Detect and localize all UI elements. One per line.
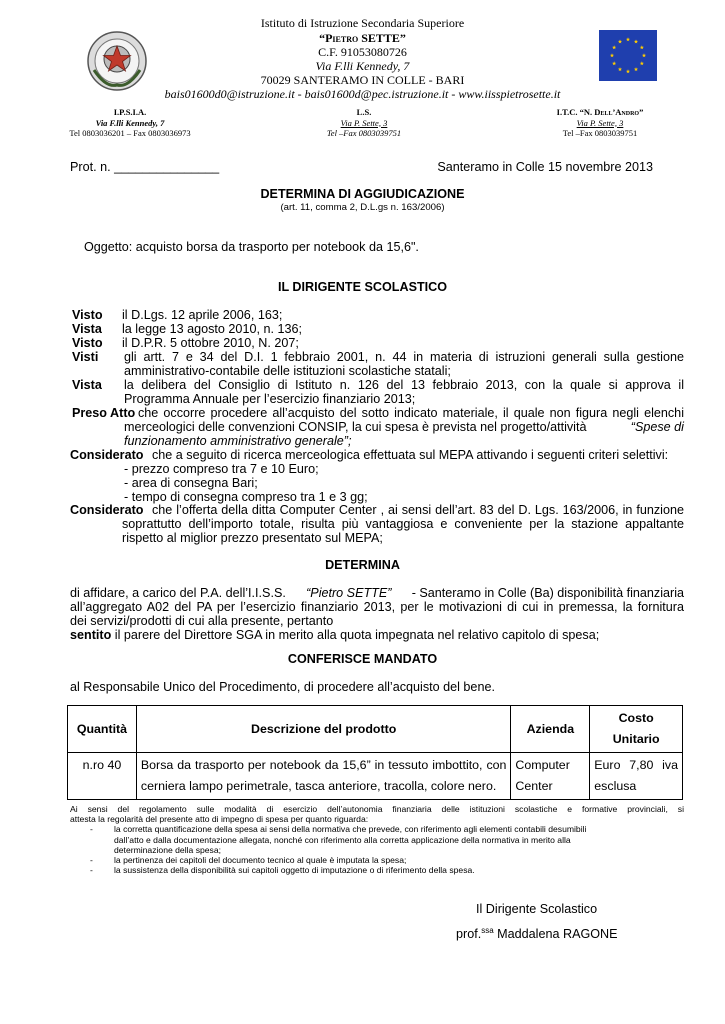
premise-text: il D.P.R. 5 ottobre 2010, N. 207; (122, 336, 299, 350)
description-line-2: cerniera lampo perimetrale, tasca anteriore, tracolla, colore nero. (140, 779, 497, 793)
company-line-1: Computer (515, 758, 570, 772)
premise-keyword: Considerato (70, 503, 144, 517)
criteria-item: - area di consegna Bari; (124, 476, 258, 490)
school-name: L.S. (356, 107, 372, 117)
premise-keyword: Considerato (70, 448, 144, 462)
bullet-text: la pertinenza dei capitoli del documento tecnico al quale è imputata la spesa; (114, 855, 407, 866)
bullet-text: determinazione della spesa; (114, 844, 222, 855)
school-address: Via P. Sette, 3 (340, 117, 388, 128)
bullet-text: dall’atto e dalla documentazione allegata, nonché con riferimento alla corretta applicazione della normativa in merito alla (114, 834, 571, 845)
mandato-text: al Responsabile Unico del Procedimento, di procedere all’acquisto del bene. (70, 680, 495, 694)
premise-text-italic: funzionamento amministrativo generale”; (124, 434, 352, 448)
bullet-text: la sussistenza della disponibilità sui capitoli oggetto di imputazione o di riferimento della spesa. (114, 865, 475, 876)
cell-quantity: n.ro 40 (68, 753, 137, 800)
school-name-italic: “Pietro SETTE” (306, 586, 392, 600)
col-header-company: Azienda (511, 706, 590, 753)
heading-determina: DETERMINA (325, 558, 400, 572)
header-line-1: Istituto di Istruzione Secondaria Superiore (260, 16, 465, 30)
signature-name-line (456, 924, 618, 941)
bullet-dash: - (90, 824, 93, 835)
bullet-text: la corretta quantificazione della spesa ai sensi della normativa che prevede, con riferimento agli elementi contabili desumibili (114, 824, 587, 835)
premise-text: la delibera del Consiglio di Istituto n. 126 del 13 febbraio 2013, con la quale si approva il (124, 378, 684, 392)
footnote-intro-2: attesta la regolarità del presente atto di impegno di spesa per quanto riguarda: (70, 814, 369, 825)
cell-description (136, 753, 511, 800)
table-header-row (68, 706, 683, 753)
cost-line-2: esclusa (594, 779, 637, 793)
premise-visti (70, 350, 684, 378)
premise-text: che occorre procedere all’acquisto del sotto indicato materiale, il quale non figura negli elenchi (138, 406, 684, 420)
school-phone: Tel –Fax 0803039751 (326, 128, 402, 138)
school-name: I.T.C. “N. Dell’Andro” (556, 107, 644, 117)
col-header-description: Descrizione del prodotto (136, 706, 511, 753)
premise-keyword: Vista (72, 378, 102, 392)
header-fiscal-code: C.F. 91053080726 (318, 45, 407, 59)
school-phone: Tel –Fax 0803039751 (562, 128, 638, 138)
determina-line-3: dei servizi/prodotti di cui alla presente, pertanto (70, 614, 334, 628)
premise-text-line (124, 420, 684, 434)
table-row (68, 753, 683, 800)
col-header-cost (590, 706, 683, 753)
determina-line-4 (70, 628, 599, 642)
footnote (70, 804, 684, 875)
determina-line-1 (70, 586, 684, 600)
premise-text: che l’offerta della ditta Computer Center , ai sensi dell’art. 83 del D. Lgs. 163/2006, in funzione (152, 503, 684, 517)
premise-keyword: Visto (72, 336, 103, 350)
premise-considerato-1 (70, 448, 684, 504)
bullet-dash: - (90, 855, 93, 866)
company-line-2: Center (515, 779, 553, 793)
determina-text: di affidare, a carico del P.A. dell’I.I.S.S. (70, 586, 286, 600)
premise-considerato-2 (70, 503, 684, 545)
premise-keyword: Vista (72, 322, 102, 336)
signature-name: Maddalena RAGONE (497, 927, 618, 942)
bullet-dash: - (90, 865, 93, 876)
heading-mandato: CONFERISCE MANDATO (287, 652, 438, 666)
premise-preso-atto (70, 406, 684, 448)
premise-text: amministrativo-contabile delle istituzioni scolastiche statali; (124, 364, 451, 378)
header-contacts: bais01600d0@istruzione.it - bais01600d@pec.istruzione.it - www.iisspietrosette.it (164, 87, 561, 101)
signature-prefix: prof. (456, 927, 482, 942)
premise-text: soprattutto dell’importo totale, risulta più vantaggiosa e conveniente per la stazione appaltante (122, 517, 684, 531)
criteria-item: - tempo di consegna compreso tra 1 e 3 gg; (124, 490, 368, 504)
school-phone: Tel 0803036201 – Fax 0803036973 (69, 128, 191, 138)
cost-header-line-1: Costo (618, 711, 654, 725)
header-address: Via F.lli Kennedy, 7 (315, 59, 410, 73)
cell-company (511, 753, 590, 800)
premise-keyword: Visto (72, 308, 103, 322)
premise-text-italic: “Spese di (630, 420, 684, 434)
determina-text: il parere del Direttore SGA in merito alla quota impegnata nel relativo capitolo di spesa; (114, 628, 600, 642)
premise-keyword: Preso Atto (72, 406, 136, 420)
premise-text: il D.Lgs. 12 aprile 2006, 163; (122, 308, 283, 322)
cost-header-line-2: Unitario (612, 732, 660, 746)
subject-line: Oggetto: acquisto borsa da trasporto per notebook da 15,6". (84, 240, 419, 254)
heading-dirigente: IL DIRIGENTE SCOLASTICO (277, 280, 448, 294)
signature-role: Il Dirigente Scolastico (476, 902, 598, 916)
signature-superscript: ssa (481, 926, 494, 935)
determina-text: - Santeramo in Colle (Ba) disponibilità finanziaria (411, 586, 684, 600)
premise-text: la legge 13 agosto 2010, n. 136; (122, 322, 302, 336)
document-reference: (art. 11, comma 2, D.L.gs n. 163/2006) (280, 202, 445, 213)
premise-text: Programma Annuale per l’esercizio finanziario 2013; (124, 392, 416, 406)
premise-text: rispetto al miglior prezzo presentato sul MEPA; (122, 531, 383, 545)
footnote-intro-1: Ai sensi del regolamento sulle modalità di esercizio dell’autonomia finanziaria delle istituzioni scolastiche e formative provinciali, si (70, 804, 684, 814)
school-address: Via F.lli Kennedy, 7 (95, 117, 165, 128)
premise-text: gli artt. 7 e 34 del D.I. 1 febbraio 2001, n. 44 in materia di istruzioni generali sulla gestione (124, 350, 684, 364)
school-ls (294, 107, 434, 139)
header-city: 70029 SANTERAMO IN COLLE - BARI (260, 73, 465, 87)
school-name: I.P.S.I.A. (113, 107, 147, 117)
premise-text: merceologici delle convenzioni CONSIP, la cui spesa è prevista nel progetto/attività (124, 420, 587, 434)
cell-cost (590, 753, 683, 800)
school-itc (530, 107, 670, 139)
footnote-bullet-3 (70, 865, 684, 875)
footnote-bullet-2 (70, 855, 684, 865)
description-line-1: Borsa da trasporto per notebook da 15,6” in tessuto imbottito, con (140, 758, 507, 772)
product-table (67, 705, 683, 800)
criteria-item: - prezzo compreso tra 7 e 10 Euro; (124, 462, 319, 476)
premise-text: che a seguito di ricerca merceologica effettuata sul MEPA attivando i seguenti criteri selettivi: (152, 448, 669, 462)
determina-keyword: sentito (70, 628, 112, 642)
premise-vista-2 (70, 378, 684, 406)
cost-line-1: Euro 7,80 iva (594, 758, 678, 772)
premise-keyword: Visti (72, 350, 99, 364)
protocol-number: Prot. n. _______________ (70, 160, 220, 174)
place-date: Santeramo in Colle 15 novembre 2013 (437, 160, 653, 174)
determina-line-2: all’aggregato A02 del PA per l’esercizio finanziario 2013, per le motivazioni di cui in premessa, la fornitura (70, 600, 684, 614)
school-address: Via P. Sette, 3 (576, 117, 624, 128)
header-school-name: “Pietro SETTE” (319, 31, 406, 45)
determina-paragraph (70, 586, 684, 642)
col-header-quantity: Quantità (68, 706, 137, 753)
school-ipsia (60, 107, 200, 139)
footnote-bullet-1 (70, 824, 684, 855)
document-title: DETERMINA DI AGGIUDICAZIONE (260, 187, 465, 201)
